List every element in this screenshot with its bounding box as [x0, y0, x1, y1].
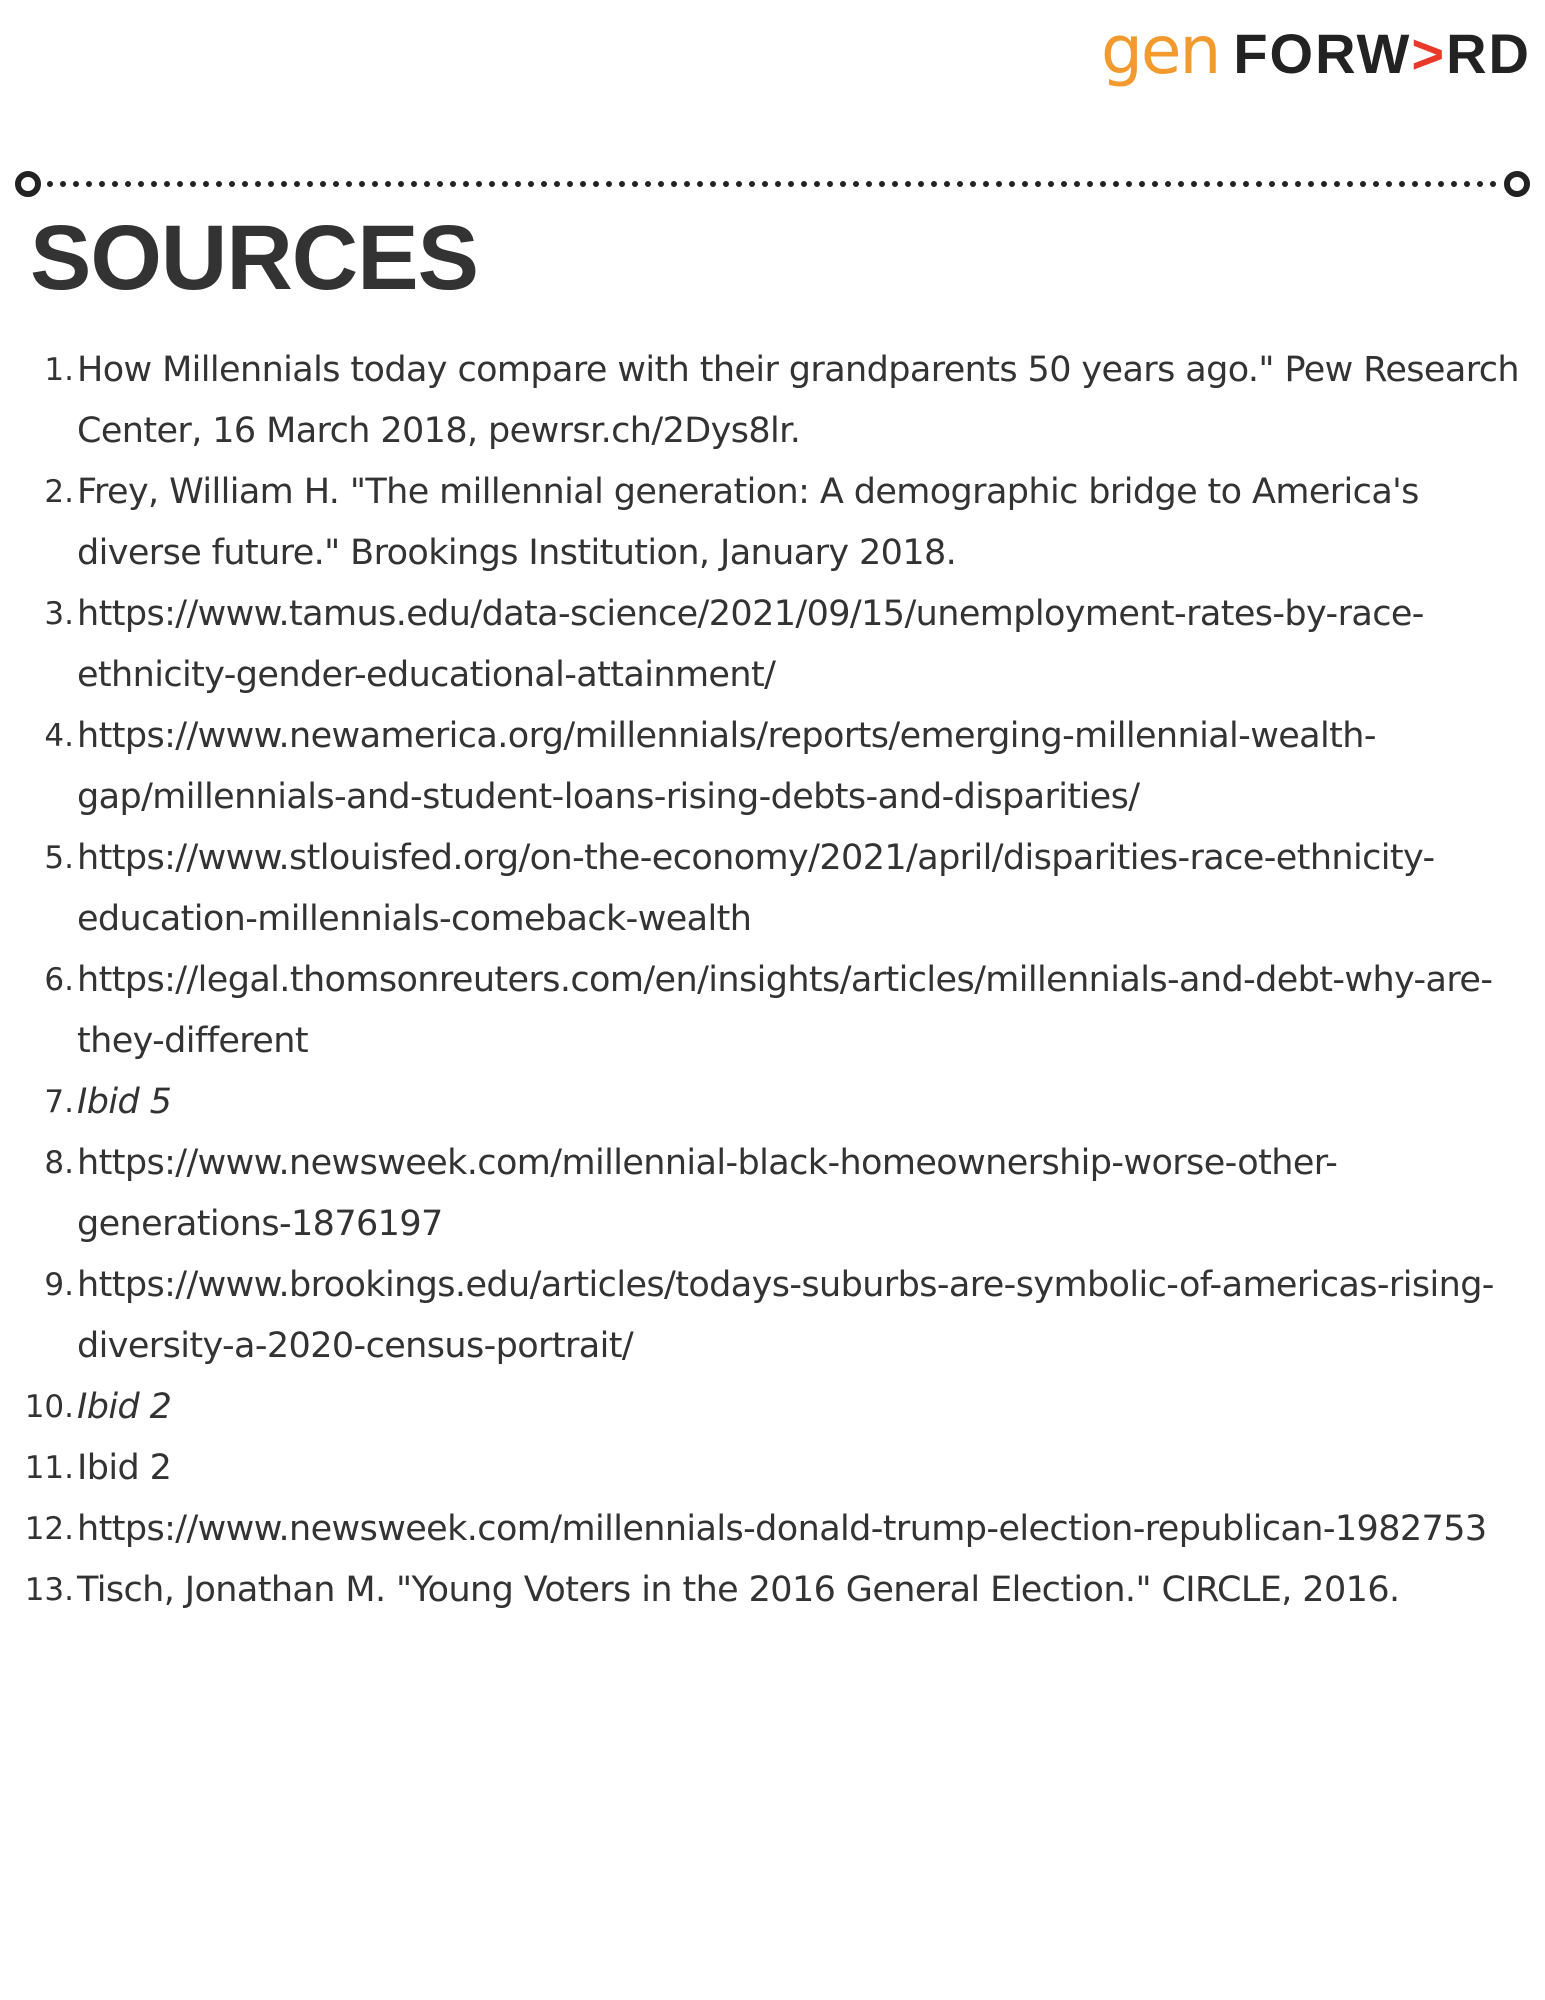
- source-item: [0, 1438, 1530, 1499]
- source-item: [0, 340, 1530, 462]
- source-item: [0, 950, 1530, 1072]
- source-text: Tisch, Jonathan M. "Young Voters in the 2016 General Election." CIRCLE, 2016.: [77, 1570, 1400, 1610]
- divider-right-ring: [1507, 174, 1527, 194]
- source-number: 12.: [24, 1511, 74, 1547]
- source-number: 7.: [44, 1084, 74, 1120]
- dotted-divider: [14, 166, 1531, 202]
- source-number: 13.: [24, 1572, 74, 1608]
- logo-arrow: >: [1411, 22, 1447, 85]
- source-link[interactable]: https://legal.thomsonreuters.com/en/insights/articles/millennials-and-debt-why-are-they-different: [77, 960, 1493, 1061]
- source-item: [0, 1072, 1530, 1133]
- source-link[interactable]: https://www.newamerica.org/millennials/reports/emerging-millennial-wealth-gap/millennials-and-student-loans-rising-debts-and-disparities/: [77, 716, 1376, 817]
- source-item: [0, 584, 1530, 706]
- source-number: 2.: [44, 474, 74, 510]
- sources-list: [0, 340, 1530, 1621]
- logo-gen-text: gen: [1101, 12, 1220, 89]
- source-link[interactable]: https://www.tamus.edu/data-science/2021/09/15/unemployment-rates-by-race-ethnicity-gender-educational-attainment/: [77, 594, 1424, 695]
- divider-left-ring: [18, 174, 38, 194]
- page-title: SOURCES: [30, 207, 478, 309]
- source-link[interactable]: https://www.newsweek.com/millennials-donald-trump-election-republican-1982753: [77, 1509, 1487, 1549]
- source-item: [0, 706, 1530, 828]
- source-text: Ibid 2: [77, 1448, 172, 1488]
- source-number: 3.: [44, 596, 74, 632]
- source-link[interactable]: https://www.brookings.edu/articles/todays-suburbs-are-symbolic-of-americas-rising-diversity-a-2020-census-portrait/: [77, 1265, 1494, 1366]
- source-text: Ibid 2: [77, 1387, 172, 1427]
- source-item: [0, 1560, 1530, 1621]
- source-item: [0, 1133, 1530, 1255]
- logo-forward-text: [1233, 21, 1531, 86]
- source-item: [0, 462, 1530, 584]
- source-number: 8.: [44, 1145, 74, 1181]
- source-number: 1.: [44, 352, 74, 388]
- source-number: 9.: [44, 1267, 74, 1303]
- source-link[interactable]: https://www.stlouisfed.org/on-the-economy/2021/april/disparities-race-ethnicity-education-millennials-comeback-wealth: [77, 838, 1435, 939]
- source-link[interactable]: https://www.newsweek.com/millennial-black-homeownership-worse-other-generations-1876197: [77, 1143, 1338, 1244]
- source-number: 6.: [44, 962, 74, 998]
- source-item: [0, 1499, 1530, 1560]
- logo-forward-part-1: FORW: [1233, 22, 1412, 85]
- source-number: 10.: [24, 1389, 74, 1425]
- source-item: [0, 1255, 1530, 1377]
- source-item: [0, 828, 1530, 950]
- source-number: 5.: [44, 840, 74, 876]
- source-text: Frey, William H. "The millennial generation: A demographic bridge to America's diverse future." Brookings Institution, January 2018.: [77, 472, 1419, 573]
- genforward-logo: [1101, 12, 1531, 92]
- source-text: How Millennials today compare with their grandparents 50 years ago." Pew Research Center, 16 March 2018, pewrsr.ch/2Dys8lr.: [77, 350, 1519, 451]
- logo-forward-part-2: RD: [1446, 22, 1531, 85]
- source-text: Ibid 5: [77, 1082, 172, 1122]
- source-number: 4.: [44, 718, 74, 754]
- source-item: [0, 1377, 1530, 1438]
- source-number: 11.: [24, 1450, 74, 1486]
